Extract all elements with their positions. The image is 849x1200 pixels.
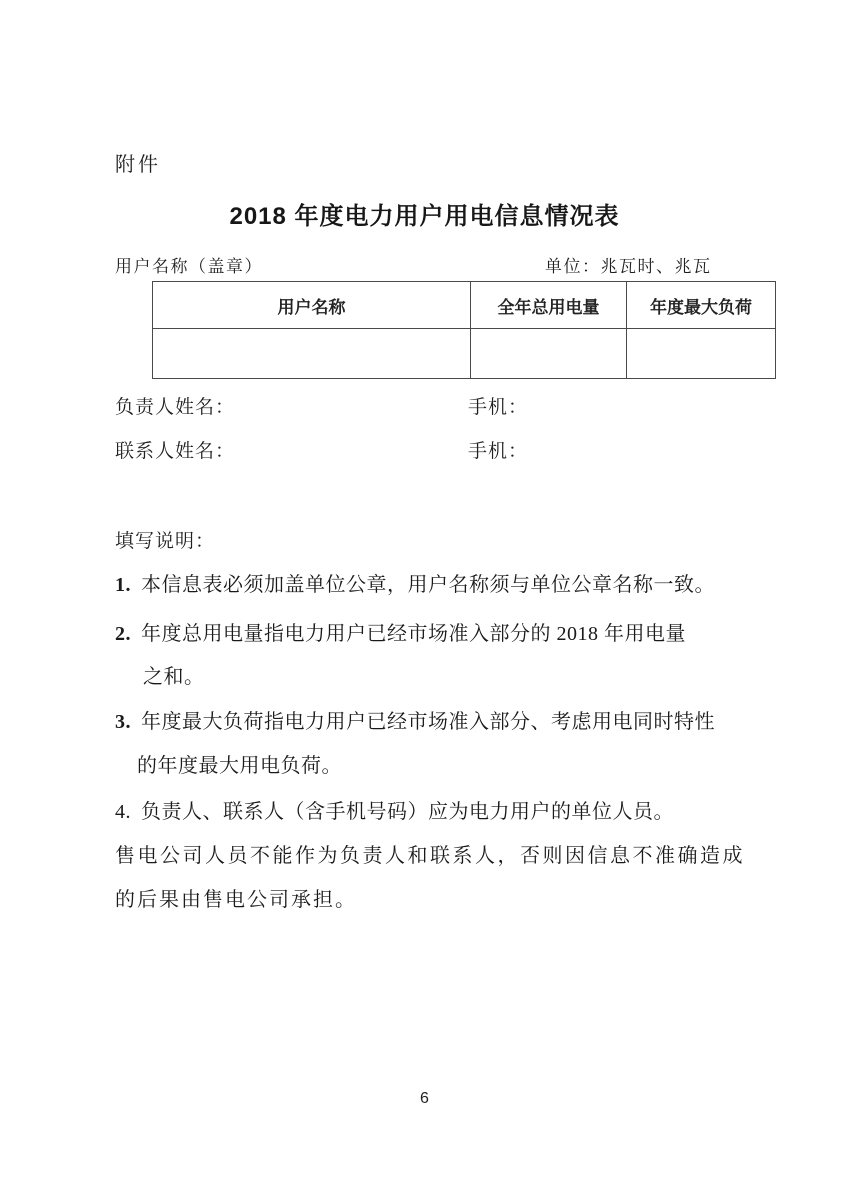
header-annual-total-consumption: 全年总用电量: [471, 282, 627, 329]
table-row: [153, 329, 776, 379]
document-title: 2018 年度电力用户用电信息情况表: [229, 203, 620, 230]
power-user-info-table: [152, 281, 776, 379]
instruction-item-4-continuation-2: 的后果由售电公司承担。: [115, 889, 357, 911]
instruction-2-number: 2.: [115, 623, 131, 645]
instruction-item-3: [115, 705, 715, 734]
responsible-name-label: 负责人姓名：: [115, 397, 236, 418]
instruction-item-4-continuation-1: 售电公司人员不能作为负责人和联系人，否则因信息不准确造成: [115, 845, 745, 867]
liaison-phone-label: 手机：: [468, 441, 529, 462]
instructions-heading: 填写说明：: [115, 531, 216, 552]
instruction-4-text-line1: 负责人、联系人（含手机号码）应为电力用户的单位人员。: [141, 801, 674, 823]
instruction-4-number: 4.: [115, 801, 131, 823]
header-user-name: 用户名称: [153, 282, 471, 329]
instruction-item-2: [115, 617, 686, 646]
table-header-row: [153, 282, 776, 329]
instruction-3-number: 3.: [115, 711, 131, 733]
instruction-item-2-continuation: 之和。: [143, 666, 205, 688]
instruction-item-4: [115, 795, 674, 824]
unit-label: 单位：兆瓦时、兆瓦: [545, 257, 712, 276]
instruction-1-text: 本信息表必须加盖单位公章，用户名称须与单位公章名称一致。: [141, 574, 715, 596]
attachment-label: 附件: [115, 154, 161, 176]
liaison-name-label: 联系人姓名：: [115, 441, 236, 462]
page-number: 6: [420, 1090, 429, 1107]
instruction-1-number: 1.: [115, 574, 131, 596]
instruction-item-3-continuation: 的年度最大用电负荷。: [137, 755, 342, 777]
cell-annual-max-load: [627, 329, 776, 379]
responsible-phone-label: 手机：: [468, 397, 529, 418]
cell-user-name: [153, 329, 471, 379]
header-annual-max-load: 年度最大负荷: [627, 282, 776, 329]
instruction-3-text-line1: 年度最大负荷指电力用户已经市场准入部分、考虑用电同时特性: [141, 711, 715, 733]
instruction-2-text-line1: 年度总用电量指电力用户已经市场准入部分的 2018 年用电量: [141, 623, 686, 645]
cell-annual-total-consumption: [471, 329, 627, 379]
user-name-seal-label: 用户名称（盖章）: [115, 257, 263, 276]
instruction-item-1: [115, 568, 715, 597]
